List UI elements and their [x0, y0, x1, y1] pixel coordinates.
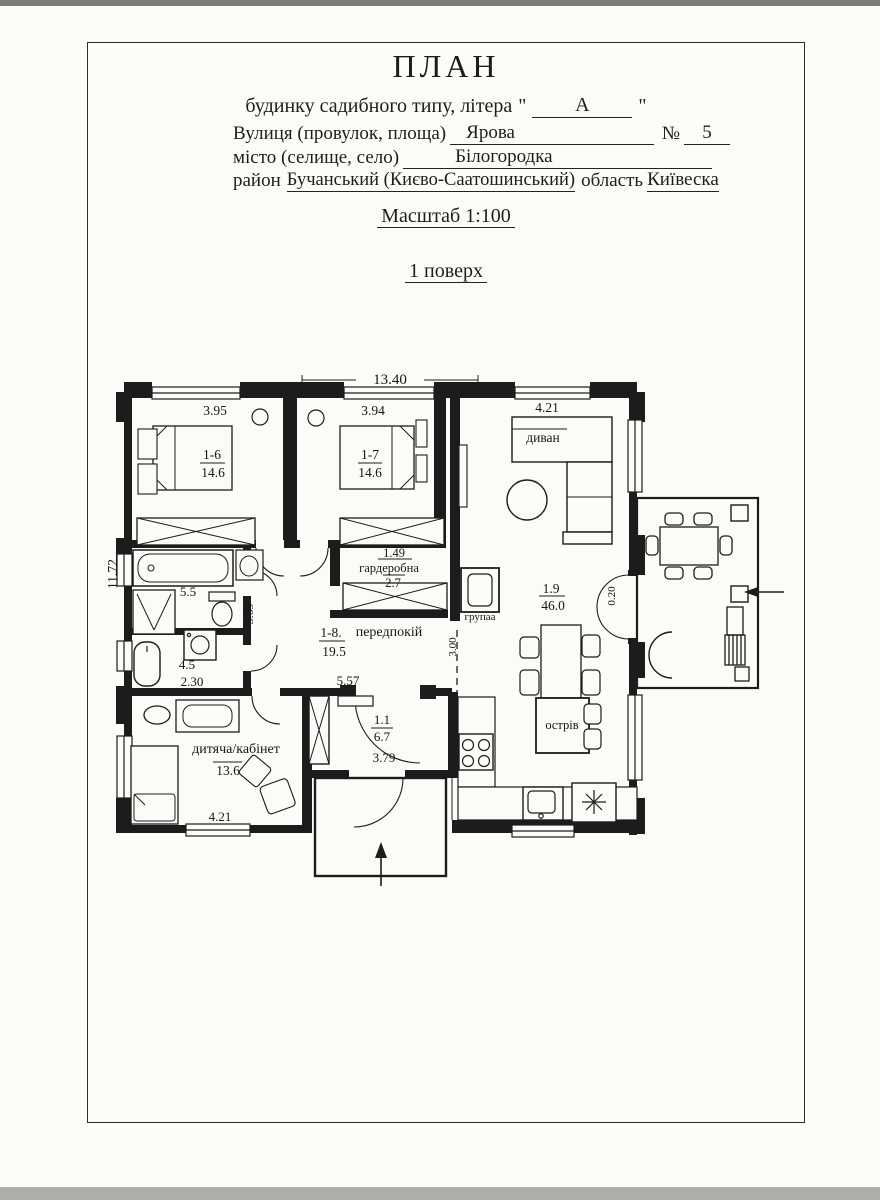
dim-total-width: 13.40 — [373, 372, 407, 388]
region-field: Київеска — [647, 169, 719, 190]
group-label: групаа — [464, 611, 496, 623]
entry-arrow-icon — [375, 842, 387, 858]
subtitle-line — [87, 94, 805, 118]
street-label: Вулиця (провулок, площа) — [233, 123, 447, 144]
dim-living-width: 4.21 — [535, 400, 559, 415]
room-bedroom2-area: 14.6 — [358, 465, 382, 480]
dishwasher-icon — [572, 783, 616, 822]
quote-open: " — [518, 95, 527, 117]
toilet-icon — [209, 592, 235, 626]
room-vestibule-number: 1.1 — [373, 712, 391, 727]
number-label: № — [661, 123, 680, 144]
wc-fixtures — [134, 630, 216, 686]
room-hall-name: передпокій — [355, 625, 423, 640]
scale-line — [87, 205, 805, 228]
tv-stand-icon — [459, 445, 467, 507]
district-label: район — [233, 170, 281, 191]
wardrobe-icon — [340, 518, 444, 545]
subtitle-text: будинку садибного типу, літера — [245, 95, 513, 117]
room-bedroom1-number: 1-6 — [203, 447, 221, 462]
island-table-icon — [520, 625, 601, 753]
room-children-area: 13.6 — [216, 763, 240, 778]
letter-field: А — [532, 94, 632, 118]
dim-wardrobe-width: 1.49 — [383, 546, 405, 560]
porch — [315, 778, 446, 886]
region-label: область — [581, 170, 644, 191]
city-line — [233, 146, 712, 169]
stove-icon — [459, 734, 493, 770]
room-vestibule-area: 6.7 — [373, 729, 391, 744]
floor-text: 1 поверх — [405, 260, 487, 283]
shaft-icon — [252, 409, 268, 425]
shelf-icon — [338, 696, 373, 706]
street-field: Ярова — [450, 122, 654, 145]
mirror-icon — [144, 706, 170, 724]
room-bedroom1-area: 14.6 — [201, 465, 225, 480]
floor-line — [87, 260, 805, 283]
terrace-arrow-icon — [744, 587, 758, 597]
coffee-table-icon — [507, 480, 547, 520]
dim-wc-width: 2.30 — [180, 674, 204, 689]
terrace-stairs-icon — [725, 607, 749, 681]
room-children-name: дитяча/кабінет — [192, 742, 280, 757]
room-bath-area: 5.5 — [179, 584, 197, 599]
dim-bedroom1-width: 3.95 — [203, 403, 227, 418]
nightstand-icon — [416, 420, 427, 447]
desk-icon — [176, 700, 239, 732]
room-wardrobe-name: гардеробна — [359, 561, 419, 575]
dim-passage: 3.00 — [447, 637, 459, 657]
chair-icon — [259, 778, 296, 815]
dim-bath-depth: 3.69 — [242, 603, 256, 625]
nightstand-icon — [138, 429, 157, 459]
number-field: 5 — [684, 122, 730, 145]
quote-close: " — [638, 95, 647, 117]
island-label: острів — [545, 718, 579, 732]
street-line — [233, 122, 730, 145]
chair-icon — [238, 754, 272, 788]
closet-icon — [309, 696, 329, 764]
room-living-area: 46.0 — [541, 598, 565, 613]
page-title: ПЛАН — [392, 48, 500, 84]
room-hall-number: 1-8. — [320, 625, 342, 640]
room-hall-area: 19.5 — [322, 644, 346, 659]
scan-edge-top — [0, 0, 880, 6]
district-line — [233, 169, 719, 192]
washing-machine-icon — [184, 630, 216, 660]
single-bed-icon — [131, 746, 178, 824]
floor-plan-drawing — [87, 360, 787, 905]
dim-children-width: 4.21 — [208, 809, 232, 824]
washbasin-icon — [236, 550, 263, 580]
group-unit-icon — [461, 568, 499, 612]
terrace — [637, 498, 784, 688]
sofa-label: диван — [526, 430, 560, 445]
room-bedroom2-number: 1-7 — [361, 447, 379, 462]
dim-bedroom2-width: 3.94 — [361, 403, 385, 418]
sink-icon — [523, 787, 563, 820]
room-wc-area: 4.5 — [178, 657, 196, 672]
bathtub-icon — [133, 550, 233, 586]
shaft-icon — [308, 410, 324, 426]
room-living-number: 1.9 — [542, 581, 560, 596]
dim-house-height: 11.72 — [105, 559, 120, 589]
room-wardrobe-area: 2.7 — [385, 576, 401, 590]
scale-text: Масштаб 1:100 — [377, 205, 515, 228]
crescent-icon — [649, 632, 672, 678]
city-label: місто (селище, село) — [233, 147, 400, 168]
terrace-table-icon — [646, 513, 732, 579]
city-field: Білогородка — [403, 146, 712, 169]
nightstand-icon — [138, 464, 157, 494]
dim-hall-width: 5.57 — [336, 673, 360, 688]
nightstand-icon — [416, 455, 427, 482]
district-field: Бучанський (Києво-Саатошинський) — [286, 170, 576, 190]
dim-vestibule-width: 3.79 — [372, 750, 396, 765]
wardrobe-icon — [137, 518, 255, 545]
laundry-sink-icon — [134, 642, 160, 686]
scan-edge-bottom — [0, 1187, 880, 1200]
dim-door-offset: 0.20 — [606, 586, 618, 606]
shower-icon — [133, 590, 175, 634]
